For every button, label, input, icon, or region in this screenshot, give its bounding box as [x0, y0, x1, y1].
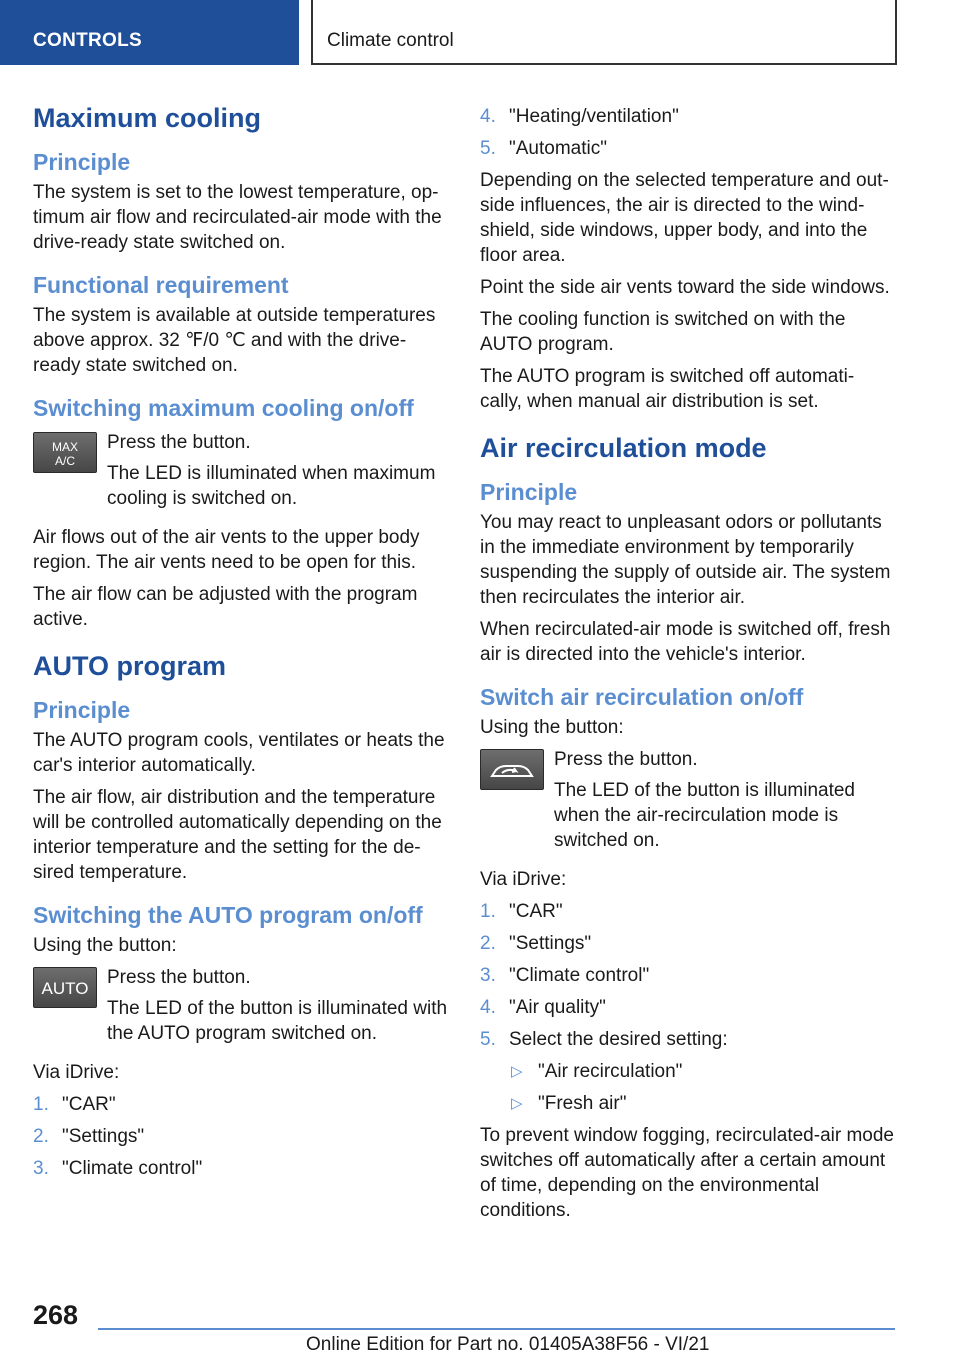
paragraph: The system is set to the lowest temperature, op‐timum air flow and recirculated-air mode with the drive-ready state switched on. [33, 182, 442, 253]
list-item [480, 963, 895, 988]
heading-switching-max-cooling: Switching maximum cooling on/off [33, 395, 414, 421]
auto-glyph [38, 976, 92, 1000]
list-text: "Automatic" [509, 138, 607, 159]
list-item [480, 995, 895, 1020]
heading-maximum-cooling: Maximum cooling [33, 103, 262, 133]
sub-list-item [480, 1091, 895, 1116]
heading-principle: Principle [480, 479, 578, 505]
list-number: 4. [480, 997, 496, 1018]
heading-switching-auto: Switching the AUTO program on/off [33, 902, 423, 928]
paragraph: The AUTO program is switched off automati‐cally, when manual air distribution is set. [480, 366, 855, 412]
recirculation-arrow [502, 768, 516, 773]
list-number: 5. [480, 138, 496, 159]
max-ac-button-row [33, 430, 448, 511]
car-recirculation-glyph [488, 758, 536, 782]
sub-list-item [480, 1059, 895, 1084]
max-ac-glyph-text-bottom: A/C [54, 453, 76, 468]
sub-list-text: "Fresh air" [538, 1093, 627, 1114]
list-item [480, 104, 895, 129]
list-number: 3. [480, 965, 496, 986]
setting-options-list [480, 1059, 895, 1116]
list-text: "Air quality" [509, 997, 606, 1018]
list-number: 1. [33, 1094, 49, 1115]
paragraph: To prevent window fogging, recirculated-air mode switches off automatically after a certain amount of time, depending on the environmental conditions. [480, 1125, 894, 1221]
auto-button-icon [33, 967, 97, 1008]
header-section-label: CONTROLS [33, 30, 143, 51]
list-number: 5. [480, 1029, 496, 1050]
max-ac-button-icon [33, 432, 97, 473]
left-column [33, 100, 448, 1188]
sub-list-text: "Air recirculation" [538, 1061, 683, 1082]
heading-switch-recirculation: Switch air recirculation on/off [480, 684, 804, 710]
idrive-list-auto-continued [480, 104, 895, 161]
paragraph: Via iDrive: [33, 1062, 120, 1083]
footer-divider [98, 1328, 895, 1330]
list-text: "CAR" [509, 901, 563, 922]
list-item [480, 899, 895, 924]
footer-edition: Online Edition for Part no. 01405A38F56 - VI/21 [306, 1334, 710, 1355]
page-number: 268 [33, 1300, 79, 1330]
header-chapter-box [311, 0, 897, 65]
triangle-bullet-icon: ▷ [511, 1063, 523, 1080]
list-text: "CAR" [62, 1094, 116, 1115]
recirculation-button-row [480, 747, 895, 853]
paragraph: Via iDrive: [480, 869, 567, 890]
paragraph: Air flows out of the air vents to the upper body region. The air vents need to be open for this. [33, 527, 420, 573]
paragraph: You may react to unpleasant odors or pollutants in the immediate environment by temporarily suspending the supply of outside air. The system then recirculates the interior air. [480, 512, 891, 608]
max-ac-glyph-text-top: MAX [51, 439, 79, 454]
triangle-bullet-icon: ▷ [511, 1095, 523, 1112]
recirculation-button-icon [480, 749, 544, 790]
paragraph: Press the button. [107, 432, 251, 453]
heading-principle: Principle [33, 149, 131, 175]
paragraph: The AUTO program cools, ventilates or heats the car's interior automatically. [33, 730, 445, 776]
header-section-tab [0, 0, 299, 65]
paragraph: Using the button: [33, 935, 177, 956]
auto-glyph-text: AUTO [41, 978, 89, 998]
header-chapter-label: Climate control [327, 30, 454, 51]
list-item [480, 931, 895, 956]
heading-principle: Principle [33, 697, 131, 723]
paragraph: Using the button: [480, 717, 624, 738]
list-number: 1. [480, 901, 496, 922]
paragraph: Depending on the selected temperature and out‐side influences, the air is directed to the wind‐shield, side windows, upper body, and into the floor area. [480, 170, 889, 266]
paragraph: The air flow, air distribution and the temperature will be controlled automatically depending on the interior temperature and the setting for the de‐sired temperature. [33, 787, 442, 883]
heading-air-recirculation: Air recirculation mode [480, 433, 767, 463]
led-auto-text: The LED of the button is illuminated with the AUTO program switched on. [107, 998, 448, 1044]
heading-functional-requirement: Functional requirement [33, 272, 289, 298]
list-item [33, 1124, 448, 1149]
list-number: 4. [480, 106, 496, 127]
list-text: Select the desired setting: [509, 1029, 728, 1050]
paragraph: The system is available at outside temperatures above approx. 32 ℉/0 ℃ and with the drive-ready state switched on. [33, 305, 436, 376]
list-number: 2. [33, 1126, 49, 1147]
led-max-text: The LED is illuminated when maximum cooling is switched on. [107, 463, 436, 509]
list-number: 2. [480, 933, 496, 954]
heading-auto-program: AUTO program [33, 651, 227, 681]
idrive-list-auto [33, 1092, 448, 1181]
right-column [480, 100, 895, 1230]
list-text: "Settings" [62, 1126, 145, 1147]
list-item [480, 1027, 895, 1052]
list-number: 3. [33, 1158, 49, 1179]
max-ac-glyph [45, 438, 85, 468]
list-item [480, 136, 895, 161]
list-text: "Heating/ventilation" [509, 106, 679, 127]
list-item [33, 1092, 448, 1117]
led-recirc-text: The LED of the button is illuminated when the air-recirculation mode is switched on. [554, 780, 856, 851]
paragraph: The cooling function is switched on with the AUTO program. [480, 309, 846, 355]
paragraph: The air flow can be adjusted with the program active. [33, 584, 418, 630]
list-text: "Climate control" [509, 965, 650, 986]
list-text: "Climate control" [62, 1158, 203, 1179]
paragraph: When recirculated-air mode is switched off, fresh air is directed into the vehicle's interior. [480, 619, 891, 665]
list-item [33, 1156, 448, 1181]
auto-button-row [33, 965, 448, 1046]
list-text: "Settings" [509, 933, 592, 954]
paragraph: Point the side air vents toward the side windows. [480, 277, 890, 298]
paragraph: Press the button. [107, 967, 251, 988]
idrive-list-recirculation [480, 899, 895, 1052]
paragraph: Press the button. [554, 749, 698, 770]
